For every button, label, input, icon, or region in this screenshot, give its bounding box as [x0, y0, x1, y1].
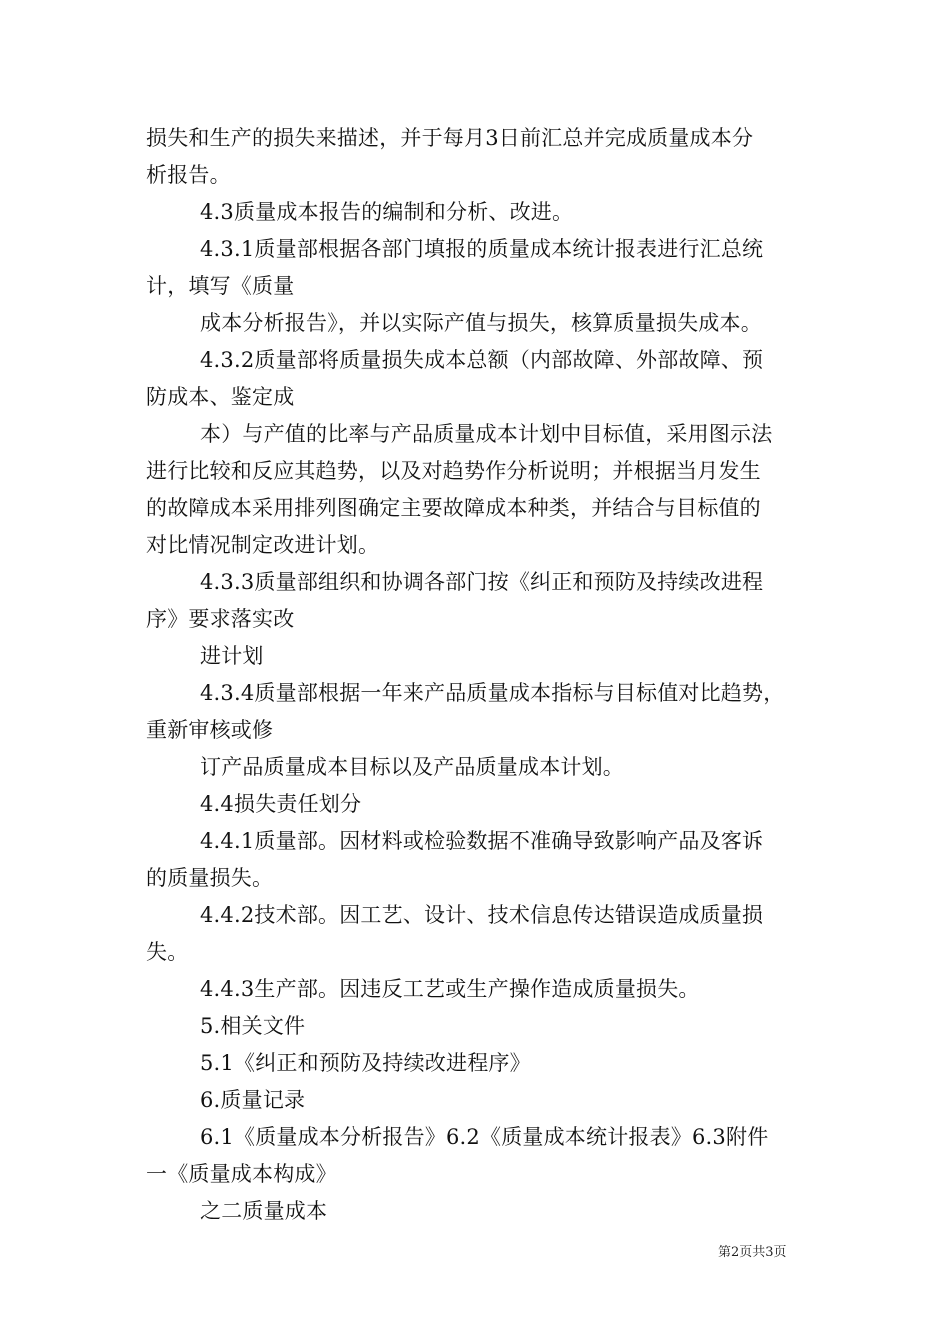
text-line: 进计划 — [200, 644, 264, 668]
text-line: 失。 — [146, 940, 189, 964]
text-line: 5.相关文件 — [200, 1014, 306, 1038]
text-line: 的质量损失。 — [146, 866, 274, 890]
text-line: 6.1《质量成本分析报告》6.2《质量成本统计报表》6.3附件 — [200, 1125, 769, 1149]
text-line: 一《质量成本构成》 — [146, 1162, 337, 1186]
text-line: 损失和生产的损失来描述，并于每月3日前汇总并完成质量成本分 — [146, 126, 754, 150]
text-line: 对比情况制定改进计划。 — [146, 533, 380, 557]
text-line: 本）与产值的比率与产品质量成本计划中目标值，采用图示法 — [200, 422, 773, 446]
text-line: 之二质量成本 — [200, 1199, 328, 1223]
text-line: 4.4.1质量部。因材料或检验数据不准确导致影响产品及客诉 — [200, 829, 764, 853]
text-line: 5.1《纠正和预防及持续改进程序》 — [200, 1051, 531, 1075]
text-line: 析报告。 — [146, 163, 231, 187]
text-line: 4.3.2质量部将质量损失成本总额（内部故障、外部故障、预 — [200, 348, 764, 372]
text-line: 重新审核或修 — [146, 718, 274, 742]
text-line: 的故障成本采用排列图确定主要故障成本种类，并结合与目标值的 — [146, 496, 761, 520]
page-number: 第2页共3页 — [718, 1245, 787, 1260]
text-line: 防成本、鉴定成 — [146, 385, 295, 409]
text-line: 序》要求落实改 — [146, 607, 295, 631]
text-line: 4.3.1质量部根据各部门填报的质量成本统计报表进行汇总统 — [200, 237, 764, 261]
text-line: 订产品质量成本目标以及产品质量成本计划。 — [200, 755, 624, 779]
text-line: 6.质量记录 — [200, 1088, 306, 1112]
text-line: 4.4.2技术部。因工艺、设计、技术信息传达错误造成质量损 — [200, 903, 764, 927]
text-line: 进行比较和反应其趋势，以及对趋势作分析说明；并根据当月发生 — [146, 459, 761, 483]
text-line: 成本分析报告》，并以实际产值与损失，核算质量损失成本。 — [200, 311, 762, 335]
text-line: 4.3.4质量部根据一年来产品质量成本指标与目标值对比趋势， — [200, 681, 785, 705]
text-line: 4.3.3质量部组织和协调各部门按《纠正和预防及持续改进程 — [200, 570, 764, 594]
text-line: 4.4损失责任划分 — [200, 792, 362, 816]
text-line: 4.4.3生产部。因违反工艺或生产操作造成质量损失。 — [200, 977, 700, 1001]
text-line: 计，填写《质量 — [146, 274, 295, 298]
text-line: 4.3质量成本报告的编制和分析、改进。 — [200, 200, 574, 224]
